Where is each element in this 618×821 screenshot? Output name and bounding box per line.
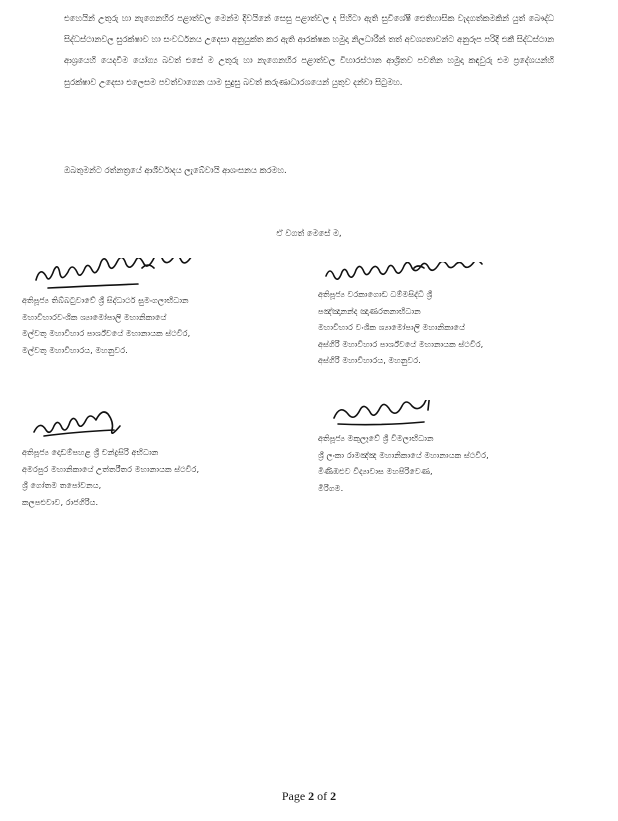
signatory-2-line-5: අස්ගිරි මහාවිහාරය, මහනුවර.	[318, 355, 421, 366]
of-label: of	[317, 789, 328, 803]
closing-line: ඒ වගත් මෙසේ ම,	[276, 228, 342, 238]
body-paragraph-2: ඔබතුමන්ට රත්නත්‍රයේ ආශීර්වාදය ලැබේවායි ආශංසනය කරමහ.	[64, 165, 287, 175]
page-number: 2	[308, 789, 315, 803]
signatory-4-line-2: ශ්‍රී ලංකා රාමඤ්ඤ මහානිකායේ මහානායක ස්ථවිර,	[318, 449, 489, 460]
handwritten-signature-4	[318, 400, 528, 430]
body-paragraph-1: එහෙයින් උතුරු හා නැගෙනහිර පළාත්වල මෙන්ම දිවයිනේ සෙසු පළාත්වල ද පිහිටා ඇති සුවිශේෂී ඓතිහාසික වැදගත්කමකින් යුත් බෞද්ධ සිද්ධස්ථානවල සුරක්ෂාව හා සංවර්ධනය උදෙසා අනුයුක්ත කර ඇති ආරක්ෂක හමුදා නිලධාරීන් තත් අවශ්‍යතාවන්ට අනුරූප පරිදි එකී සිද්ධස්ථාන ආශ්‍රයෙහි යෙදවීම යෝග්‍ය බවත් එසේ ම උතුරු හා නැගෙනහිර පළාත්වල විහාරස්ථාන ආශ්‍රිතව පවතින හමුදා කඳවුරු එම ප්‍රදේශයන්හි සුරක්ෂාව උදෙසා එලෙසම පවත්වාගෙන යාම සුදුසු බවත් කරුණාධාරශයෙන් යුතුව දන්වා සිටුමහ.	[64, 13, 554, 87]
signatory-1-line-2: මහාවිහාරවංශික ශ්‍යාමෝපාලි මහානිකායේ	[22, 311, 167, 322]
signatory-block-2	[318, 262, 568, 369]
signatory-2-line-1: අතිපූජ්‍ය වරකාගොඩ ධම්මසිද්ධි ශ්‍රී	[318, 289, 433, 299]
handwritten-signature-1	[22, 258, 232, 292]
signatory-2-line-2: පඤ්ඤානන්ද ඤාණරතනාභිධාන	[318, 305, 421, 316]
signatory-2-line-4: අස්ගිරි මහාවිහාර පාර්ශ්වයේ මහානායක ස්ථවිර,	[318, 338, 484, 349]
signatory-4-line-4: මීරිගම.	[318, 482, 344, 493]
signatory-4-line-1: අතිපූජ්‍ය මකුලෑවේ ශ්‍රී විමලාභිධාන	[318, 433, 434, 443]
signatory-3-line-3: ශ්‍රී ගෝතම තපෝවනය,	[22, 480, 102, 491]
handwritten-signature-2	[318, 262, 528, 286]
signatory-1-line-4: මල්වතු මහාවිහාරය, මහනුවර.	[22, 344, 128, 355]
signatory-3-line-1: අතිපූජ්‍ය දොඩම්පහළ ශ්‍රී චන්ද්‍රසිරි අභිධාන	[22, 447, 159, 457]
signatory-3-line-2: අමරපුර මහානිකායේ උත්තරීතර මහානායක ස්ථවිර,	[22, 463, 200, 474]
handwritten-signature-3	[22, 404, 232, 444]
signatory-1-line-3: මල්වතු මහාවිහාර පාර්ශ්වයේ මහානායක ස්ථවිර,	[22, 328, 191, 339]
page-total: 2	[330, 789, 337, 803]
signatory-1-line-1: අතිපූජ්‍ය තිබ්බටුවාවේ ශ්‍රී සිද්ධාර්ථ සුමංගලාභිධාන	[22, 295, 189, 305]
signatory-block-3	[22, 404, 272, 510]
signatory-2-line-3: මහාවිහාර වංශික ශ්‍යාමෝපාලි මහානිකායේ	[318, 322, 466, 333]
signatory-3-line-4: කලපළුවාව, රාජගිරිය.	[22, 496, 99, 507]
signatory-block-4	[318, 400, 568, 496]
signatory-block-1	[22, 258, 272, 358]
page-footer	[0, 789, 618, 804]
page-label: Page	[281, 789, 306, 803]
signatory-4-line-3: මිණිඹළුව විද්‍යාවාස මහපිරිවෙණ,	[318, 466, 433, 477]
